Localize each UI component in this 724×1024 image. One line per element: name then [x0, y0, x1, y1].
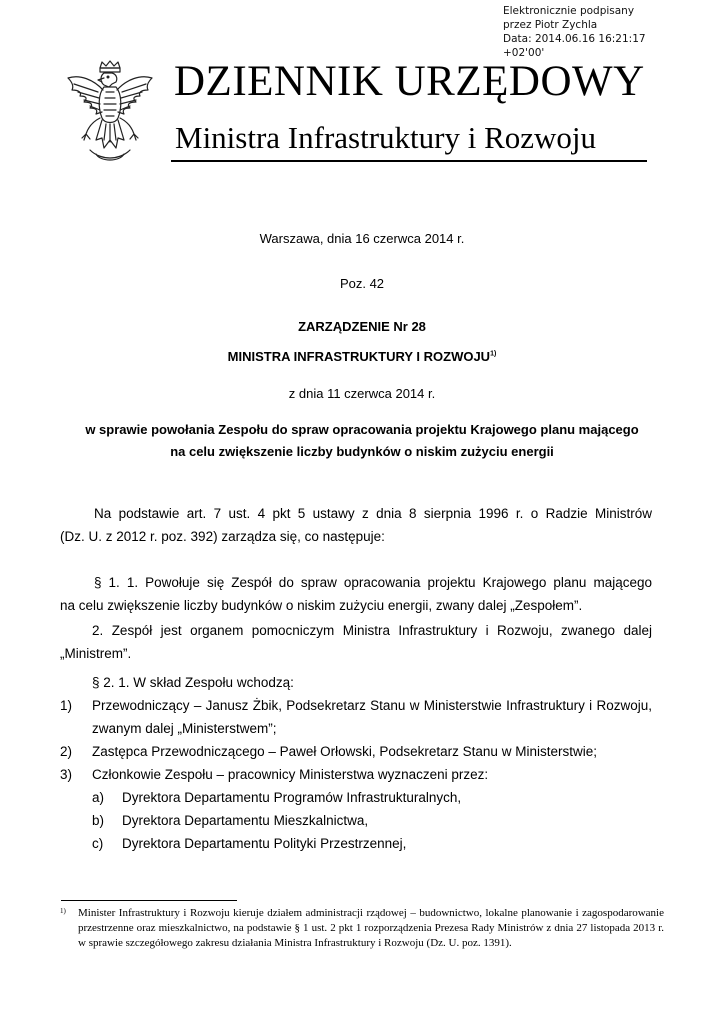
list-item-text: Członkowie Zespołu – pracownicy Ministerstwa wyznaczeni przez:	[92, 767, 489, 782]
act-title: ZARZĄDZENIE Nr 28	[298, 319, 426, 334]
journal-title: DZIENNIK URZĘDOWY	[174, 58, 645, 105]
paragraph-line: na celu zwiększenie liczby budynków o niskim zużyciu energii, zwany dalej „Zespołem”.	[60, 598, 583, 613]
list-item-number: 3)	[60, 767, 73, 782]
signature-line: +02'00'	[503, 47, 545, 59]
sub-item-letter: a)	[92, 790, 105, 805]
footnote-text: Minister Infrastruktury i Rozwoju kieruje działem administracji rządowej – budownictwo, lokalne planowanie i zagospodarowanie przestrzenne oraz mieszkalnictwo, na podstawie § 1 ust. 2 pkt 1 rozporządzenia Prezesa Rady Ministrów z dnia 27 listopada 2013 r. w sprawie szczegółowego zakresu działania Ministra Infrastruktury i Rozwoju (Dz. U. poz. 1391).	[78, 907, 664, 949]
act-subject-line: na celu zwiększenie liczby budynków o niskim zużyciu energii	[170, 444, 554, 459]
signature-line: Elektronicznie podpisany	[503, 5, 635, 17]
sub-item-text: Dyrektora Departamentu Programów Infrastrukturalnych,	[122, 790, 462, 805]
list-item-number: 1)	[60, 698, 73, 713]
list-item-number: 2)	[60, 744, 73, 759]
journal-subtitle: Ministra Infrastruktury i Rozwoju	[175, 120, 597, 155]
list-item-text: Przewodniczący – Janusz Żbik, Podsekretarz Stanu w Ministerstwie Infrastruktury i Rozwoju,	[92, 698, 652, 713]
electronic-signature	[503, 4, 718, 60]
signature-line: przez Piotr Zychla	[503, 19, 598, 31]
section-intro: § 2. 1. W skład Zespołu wchodzą:	[92, 675, 294, 690]
act-issuer	[60, 348, 664, 366]
issuer-name: MINISTRA INFRASTRUKTURY I ROZWOJU	[227, 349, 491, 364]
sub-item-text: Dyrektora Departamentu Polityki Przestrzennej,	[122, 836, 407, 851]
sub-item-text: Dyrektora Departamentu Mieszkalnictwa,	[122, 813, 369, 828]
sub-item-letter: b)	[92, 813, 105, 828]
footnote	[60, 906, 664, 951]
paragraph-line: „Ministrem”.	[60, 646, 132, 661]
paragraph-line: 2. Zespół jest organem pomocniczym Ministra Infrastruktury i Rozwoju, zwanego dalej	[92, 623, 652, 638]
eagle-emblem-icon	[60, 60, 160, 166]
footnote-reference: 1)	[490, 350, 497, 358]
place-date: Warszawa, dnia 16 czerwca 2014 r.	[259, 231, 465, 246]
position-number: Poz. 42	[339, 276, 385, 291]
footnote-mark: 1)	[60, 907, 66, 915]
list-item-text: zwanym dalej „Ministerstwem”;	[92, 721, 277, 736]
header-divider	[171, 160, 647, 162]
act-subject-line: w sprawie powołania Zespołu do spraw opracowania projektu Krajowego planu mającego	[85, 422, 639, 437]
act-date: z dnia 11 czerwca 2014 r.	[288, 386, 436, 401]
preamble-line: (Dz. U. z 2012 r. poz. 392) zarządza się, co następuje:	[60, 529, 385, 544]
sub-item-letter: c)	[92, 836, 104, 851]
signature-line: Data: 2014.06.16 16:21:17	[503, 33, 646, 45]
footnote-divider	[61, 900, 237, 901]
preamble-line: Na podstawie art. 7 ust. 4 pkt 5 ustawy z dnia 8 sierpnia 1996 r. o Radzie Ministrów	[94, 506, 652, 521]
paragraph-line: § 1. 1. Powołuje się Zespół do spraw opracowania projektu Krajowego planu mającego	[94, 575, 652, 590]
list-item-text: Zastępca Przewodniczącego – Paweł Orłowski, Podsekretarz Stanu w Ministerstwie;	[92, 744, 597, 759]
